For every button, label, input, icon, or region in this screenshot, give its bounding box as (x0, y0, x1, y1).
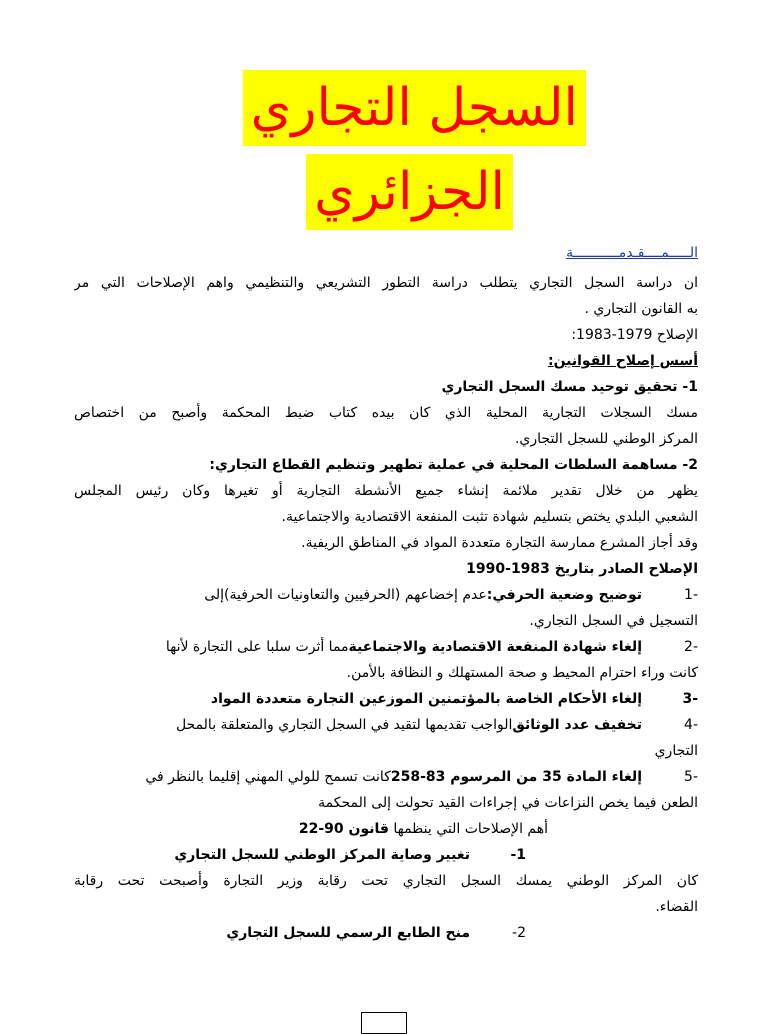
section-1-heading: 1- تحقيق توحيد مسك السجل التجاري (441, 379, 698, 395)
law-item-2-number: 2- (512, 925, 526, 941)
list-item-continuation: التسجيل في السجل التجاري. (529, 613, 698, 629)
page-number-box (361, 1012, 407, 1034)
reform-1979-heading: الإصلاح 1979-1983: (571, 327, 698, 343)
intro-paragraph-line-1: ان دراسة السجل التجاري يتطلب دراسة التطور التشريعي والتنظيمي واهم الإصلاحات التي مر (74, 275, 698, 291)
list-item-number: -3 (682, 691, 698, 707)
list-item (74, 712, 698, 738)
list-item (74, 634, 698, 660)
section-2-heading: 2- مساهمة السلطات المحلية في عملية تطهير وتنظيم القطاع التجاري: (209, 457, 698, 473)
list-item (74, 764, 698, 790)
law-90-22-heading (74, 816, 698, 842)
section-1-line-1: مسك السجلات التجارية المحلية الذي كان بيده كتاب ضبط المحكمة وأصبح من اختصاص (74, 405, 698, 421)
list-item (74, 686, 698, 712)
intro-heading: الـــــمــــقـدمـــــــــــة (566, 245, 698, 261)
laws-basis-heading: أسس إصلاح القوانين: (547, 353, 698, 369)
law-item-1-number: 1- (510, 847, 526, 863)
section-2-line-3: وقد أجاز المشرع ممارسة التجارة متعددة المواد في المناطق الريفية. (301, 535, 698, 551)
section-2-line-2: الشعبي البلدي يختص بتسليم شهادة تثبت المنفعة الاقتصادية والاجتماعية. (281, 509, 698, 525)
list-item-bold: إلغاء المادة 35 من المرسوم 83-258 (390, 769, 642, 785)
list-item-text: كانت تسمح للولي المهني إقليما بالنظر في (145, 769, 391, 785)
list-item-number: -1 (684, 587, 698, 603)
list-item-text: عدم إخضاعهم (الحرفيين والتعاونيات الحرفية)إلى (204, 587, 487, 603)
law-item-1-line-2: القضاء. (655, 899, 698, 915)
list-item-bold: تخفيف عدد الوثائق (512, 717, 642, 733)
law-item-2 (74, 920, 698, 946)
law-90-22-heading-text: أهم الإصلاحات التي ينظمها (388, 821, 548, 837)
document-body (74, 236, 698, 946)
list-item-continuation: كانت وراء احترام المحيط و صحة المستهلك و النظافة بالأمن. (346, 665, 698, 681)
list-item-number: -2 (684, 639, 698, 655)
list-item-number: -4 (684, 717, 698, 733)
reform-1983-heading: الإصلاح الصادر بتاريخ 1983-1990 (466, 561, 698, 577)
list-item-continuation: التجاري (654, 743, 698, 759)
list-item-bold: إلغاء شهادة المنفعة الاقتصادية والاجتماعية (348, 639, 642, 655)
list-item-bold: توضيح وضعية الحرفي: (486, 587, 642, 603)
law-item-2-title: منح الطابع الرسمي للسجل التجاري (226, 925, 470, 941)
list-item-text: الواجب تقديمها لتقيد في السجل التجاري والمتعلقة بالمحل (175, 717, 513, 733)
section-2-line-1: يظهر من خلال تقدير ملائمة إنشاء جميع الأنشطة التجارية أو تغيرها وكان رئيس المجلس (74, 483, 698, 499)
law-item-1-title: تغيير وصاية المركز الوطني للسجل التجاري (174, 847, 470, 863)
list-item (74, 582, 698, 608)
section-1-line-2: المركز الوطني للسجل التجاري. (514, 431, 698, 447)
intro-paragraph-line-2: به القانون التجاري . (584, 301, 698, 317)
list-item-continuation: الطعن فيما يخص النزاعات في إجراءات القيد تحولت إلى المحكمة (318, 795, 698, 811)
law-item-1 (74, 842, 698, 868)
list-item-text: مما أثرت سلبا على التجارة لأنها (165, 639, 349, 655)
list-item-bold: إلغاء الأحكام الخاصة بالمؤتمنين الموزعين التجارة متعددة المواد (210, 691, 642, 707)
law-90-22-heading-bold: قانون 90-22 (298, 821, 389, 837)
law-item-1-line-1: كان المركز الوطني يمسك السجل التجاري تحت رقابة وزير التجارة وأصبحت تحت رقابة (74, 873, 698, 889)
title-line-1: السجل التجاري (243, 70, 586, 146)
list-item-number: -5 (684, 769, 698, 785)
title-line-2: الجزائري (306, 154, 513, 230)
